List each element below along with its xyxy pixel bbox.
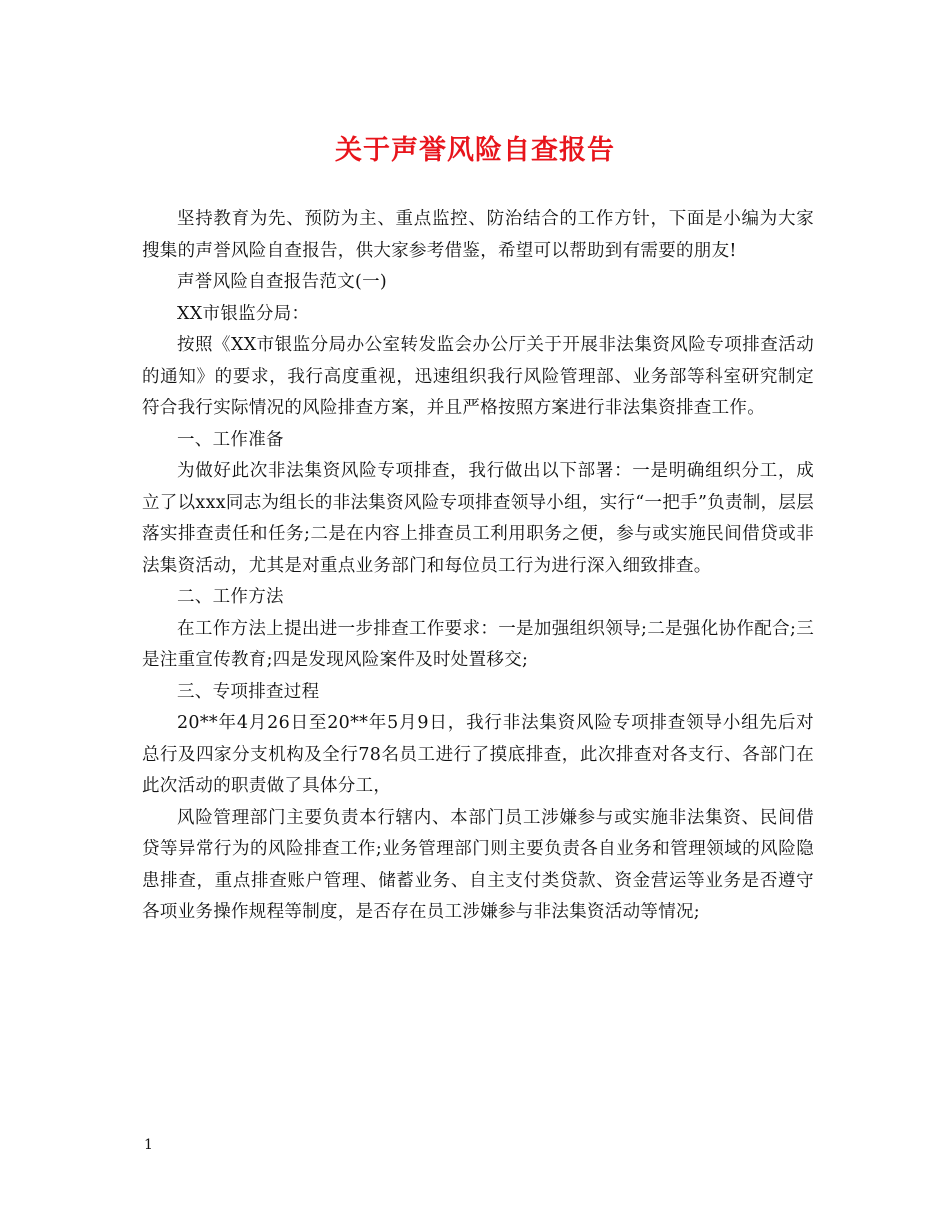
paragraph-process: 20**年4月26日至20**年5月9日，我行非法集资风险专项排查领导小组先后对总行及四家分支机构及全行78名员工进行了摸底排查，此次排查对各支行、各部门在此次活动的职责做了具体分工， [142,713,814,796]
page-number: 1 [144,1137,153,1153]
section-heading-method: 二、工作方法 [177,587,284,607]
section-heading-process: 三、专项排查过程 [177,681,320,702]
paragraph-intro: 坚持教育为先、预防为主、重点监控、防治结合的工作方针，下面是小编为大家搜集的声誉风险自查报告，供大家参考借鉴，希望可以帮助到有需要的朋友! [142,209,814,261]
document-body [142,204,814,929]
paragraph-background: 按照《XX市银监分局办公室转发监会办公厅关于开展非法集资风险专项排查活动的通知》的要求，我行高度重视，迅速组织我行风险管理部、业务部等科室研究制定符合我行实际情况的风险排查方案，并且严格按照方案进行非法集资排查工作。 [142,335,814,418]
document-title: 关于声誉风险自查报告 [335,135,615,166]
paragraph-responsibilities: 风险管理部门主要负责本行辖内、本部门员工涉嫌参与或实施非法集资、民间借贷等异常行为的风险排查工作;业务管理部门则主要负责各自业务和管理领域的风险隐患排查，重点排查账户管理、储蓄业务、自主支付类贷款、资金营运等业务是否遵守各项业务操作规程等制度，是否存在员工涉嫌参与非法集资活动等情况; [142,807,814,922]
paragraph-addressee: XX市银监分局： [177,303,310,324]
section-heading-preparation: 一、工作准备 [177,429,284,450]
paragraph-preparation: 为做好此次非法集资风险专项排查，我行做出以下部署：一是明确组织分工，成立了以xxx同志为组长的非法集资风险专项排查领导小组，实行“一把手”负责制，层层落实排查责任和任务;二是在内容上排查员工利用职务之便，参与或实施民间借贷或非法集资活动，尤其是对重点业务部门和每位员工行为进行深入细致排查。 [142,461,814,576]
paragraph-sample-heading: 声誉风险自查报告范文(一) [177,272,388,292]
paragraph-method: 在工作方法上提出进一步排查工作要求：一是加强组织领导;二是强化协作配合;三是注重宣传教育;四是发现风险案件及时处置移交; [142,618,814,670]
